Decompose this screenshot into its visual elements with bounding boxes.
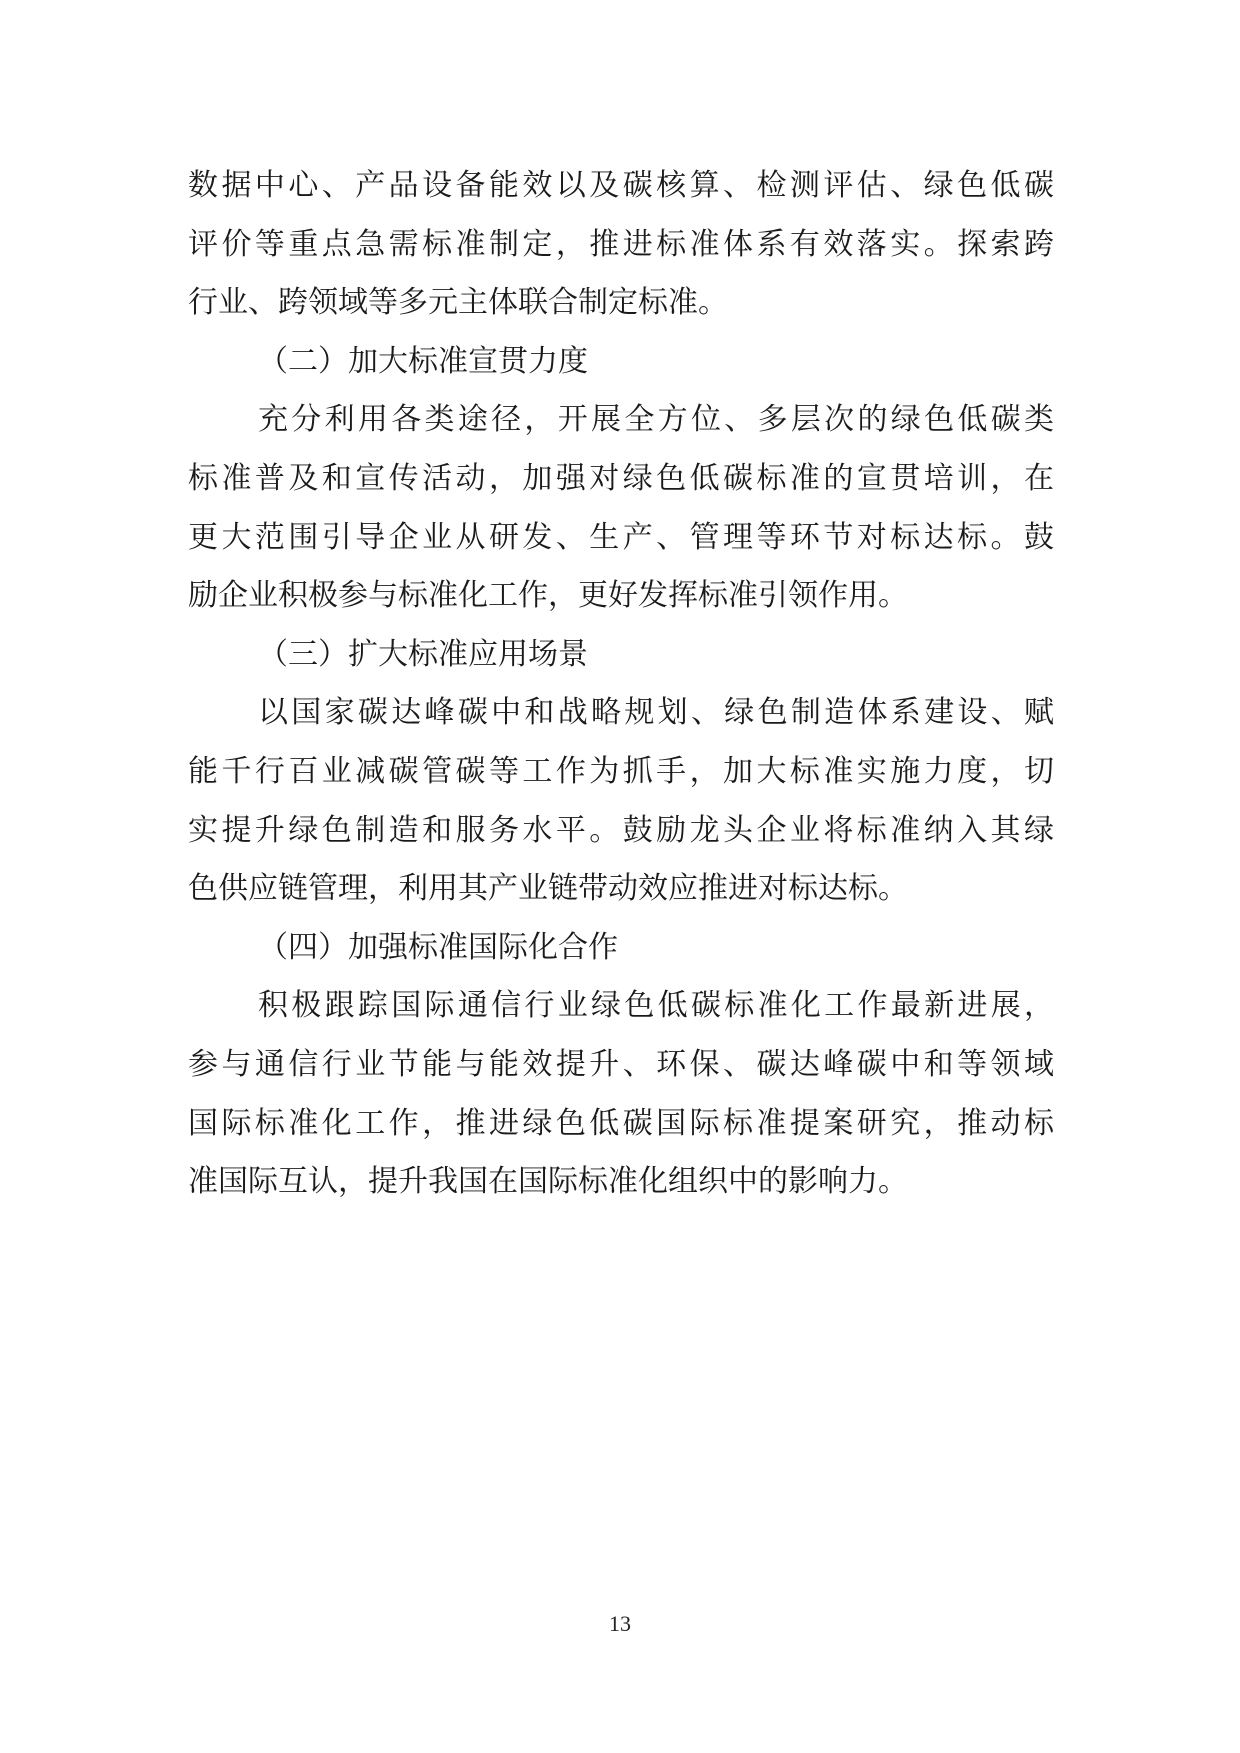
paragraph-line: 国际标准化工作，推进绿色低碳国际标准提案研究，推动标 [188,1105,1054,1141]
paragraph-line: 参与通信行业节能与能效提升、环保、碳达峰碳中和等领域 [188,1046,1054,1082]
paragraph-line: 能千行百业减碳管碳等工作为抓手，加大标准实施力度，切 [188,753,1054,789]
paragraph-line: 行业、跨领域等多元主体联合制定标准。 [188,285,728,321]
document-body [188,157,1054,1212]
section-heading-2: （二）加大标准宣贯力度 [258,343,588,379]
paragraph-line: 数据中心、产品设备能效以及碳核算、检测评估、绿色低碳 [188,168,1054,203]
paragraph-line: 实提升绿色制造和服务水平。鼓励龙头企业将标准纳入其绿 [188,812,1054,848]
paragraph-line: 标准普及和宣传活动，加强对绿色低碳标准的宣贯培训，在 [188,460,1054,496]
paragraph-line: 更大范围引导企业从研发、生产、管理等环节对标达标。鼓 [188,519,1054,555]
paragraph-line: 评价等重点急需标准制定，推进标准体系有效落实。探索跨 [188,226,1054,262]
paragraph-line: 励企业积极参与标准化工作，更好发挥标准引领作用。 [188,578,908,614]
paragraph-line: 充分利用各类途径，开展全方位、多层次的绿色低碳类 [258,402,1054,438]
paragraph-line: 积极跟踪国际通信行业绿色低碳标准化工作最新进展， [258,988,1054,1024]
page-number: 13 [609,1611,631,1636]
paragraph-line: 色供应链管理，利用其产业链带动效应推进对标达标。 [188,871,908,907]
section-heading-3: （三）扩大标准应用场景 [258,636,588,672]
paragraph-line: 以国家碳达峰碳中和战略规划、绿色制造体系建设、赋 [258,695,1054,731]
paragraph-line: 准国际互认，提升我国在国际标准化组织中的影响力。 [188,1164,908,1200]
section-heading-4: （四）加强标准国际化合作 [258,929,618,965]
